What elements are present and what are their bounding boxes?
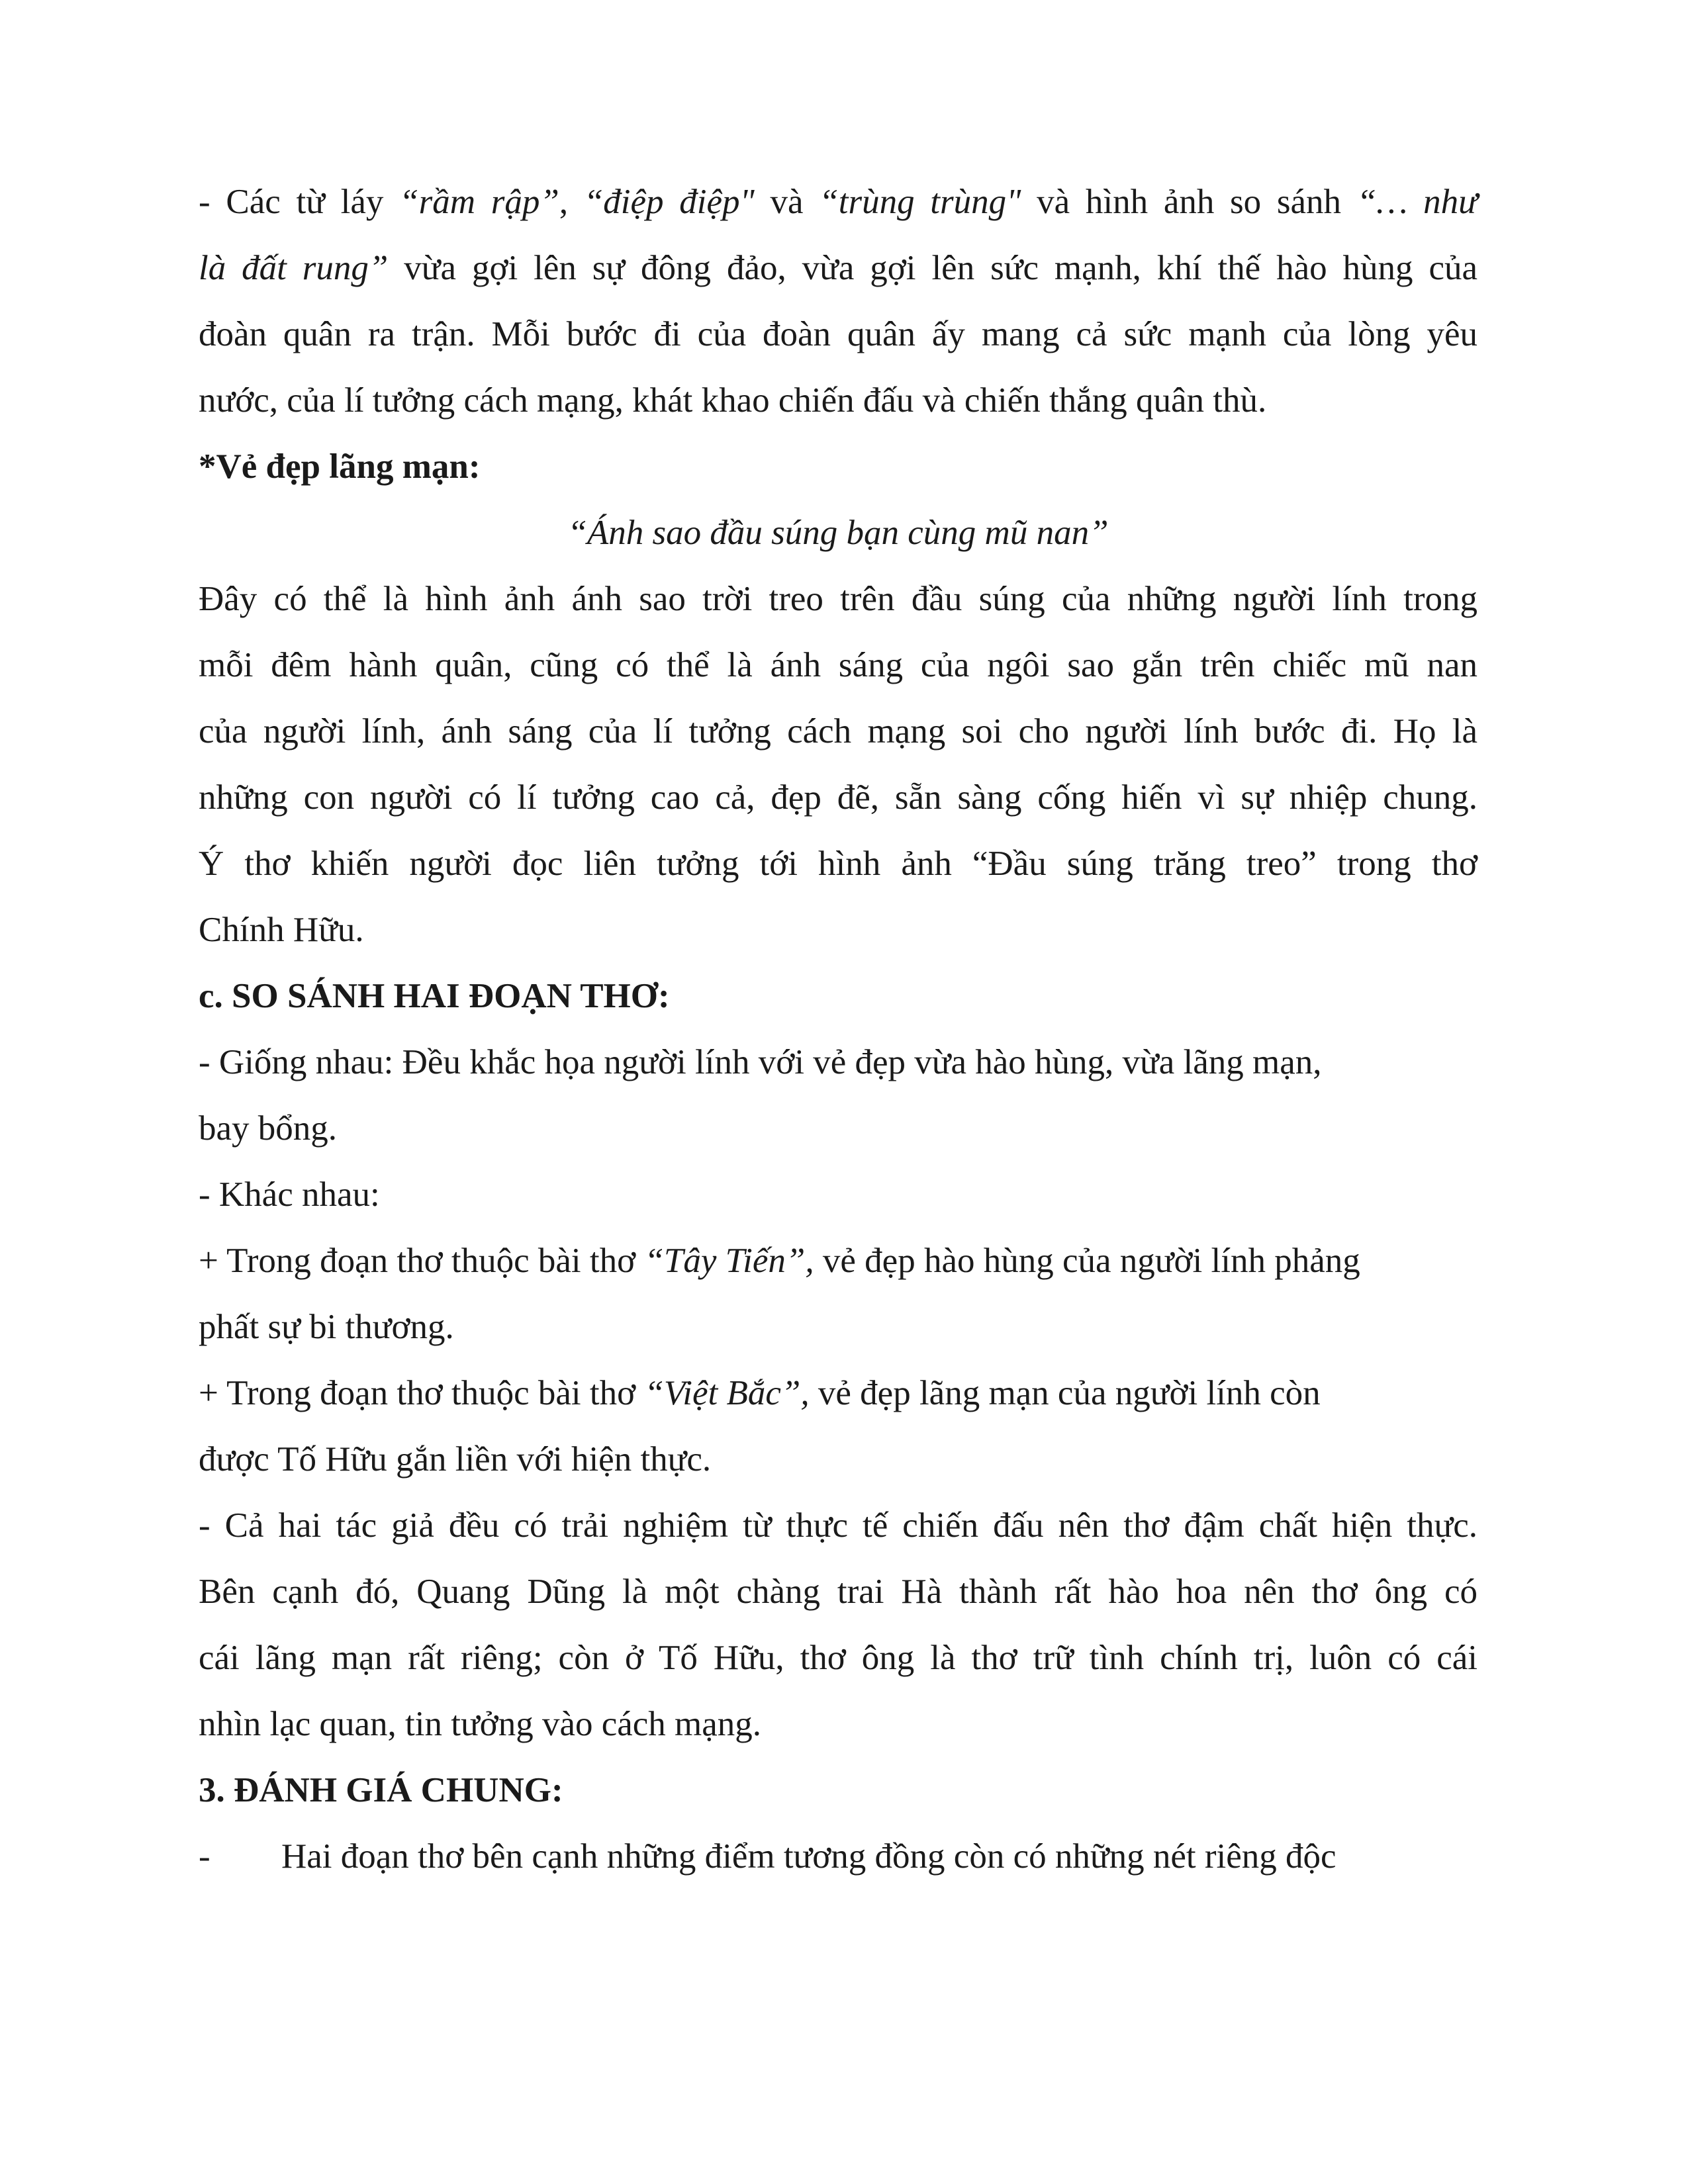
section-heading-evaluation: 3. ĐÁNH GIÁ CHUNG: [199,1771,563,1809]
text-line: nước, của lí tưởng cách mạng, khát khao chiến đấu và chiến thắng quân thù. [199,381,1267,420]
text-line: mỗi đêm hành quân, cũng có thể là ánh sáng của ngôi sao gắn trên chiếc mũ nan [199,646,1477,684]
text-line: đoàn quân ra trận. Mỗi bước đi của đoàn quân ấy mang cả sức mạnh của lòng yêu [199,315,1477,353]
text-line: những con người có lí tưởng cao cả, đẹp đẽ, sẵn sàng cống hiến vì sự nhiệp chung. [199,778,1477,817]
document-page [199,169,1477,1889]
text-line: phất sự bi thương. [199,1308,454,1346]
text-line: - Hai đoạn thơ bên cạnh những điểm tương đồng còn có những nét riêng độc [199,1823,1477,1889]
section-heading-romantic: *Vẻ đẹp lãng mạn: [199,447,481,486]
text-line: - Các từ láy “rầm rập”, “điệp điệp" và “trùng trùng" và hình ảnh so sánh “… như [199,183,1478,221]
list-dash: - [199,1837,211,1876]
text-line: + Trong đoạn thơ thuộc bài thơ “Tây Tiến”, vẻ đẹp hào hùng của người lính phảng [199,1242,1360,1280]
text-line: bay bổng. [199,1109,338,1148]
text-line: Bên cạnh đó, Quang Dũng là một chàng trai Hà thành rất hào hoa nên thơ ông có [199,1572,1477,1611]
text-line: + Trong đoạn thơ thuộc bài thơ “Việt Bắc”, vẻ đẹp lãng mạn của người lính còn [199,1374,1321,1412]
text-line: - Khác nhau: [199,1175,380,1214]
text-line: là đất rung” vừa gợi lên sự đông đảo, vừa gợi lên sức mạnh, khí thế hào hùng của [199,249,1477,287]
text-line: Chính Hữu. [199,911,364,949]
text-line: Ý thơ khiến người đọc liên tưởng tới hình ảnh “Đầu súng trăng treo” trong thơ [199,844,1477,883]
text-line: Đây có thể là hình ảnh ánh sao trời treo trên đầu súng của những người lính trong [199,580,1477,618]
poem-quote: “Ánh sao đầu súng bạn cùng mũ nan” [567,514,1109,552]
text-line: của người lính, ánh sáng của lí tưởng cách mạng soi cho người lính bước đi. Họ là [199,712,1477,751]
text-line: được Tố Hữu gắn liền với hiện thực. [199,1440,712,1479]
text-line: - Cả hai tác giả đều có trải nghiệm từ thực tế chiến đấu nên thơ đậm chất hiện thực. [199,1506,1477,1545]
text-line: cái lãng mạn rất riêng; còn ở Tố Hữu, thơ ông là thơ trữ tình chính trị, luôn có cái [199,1639,1477,1677]
section-heading-compare: c. SO SÁNH HAI ĐOẠN THƠ: [199,977,670,1015]
text-line: nhìn lạc quan, tin tưởng vào cách mạng. [199,1705,762,1743]
text-line: - Giống nhau: Đều khắc họa người lính với vẻ đẹp vừa hào hùng, vừa lãng mạn, [199,1043,1322,1081]
